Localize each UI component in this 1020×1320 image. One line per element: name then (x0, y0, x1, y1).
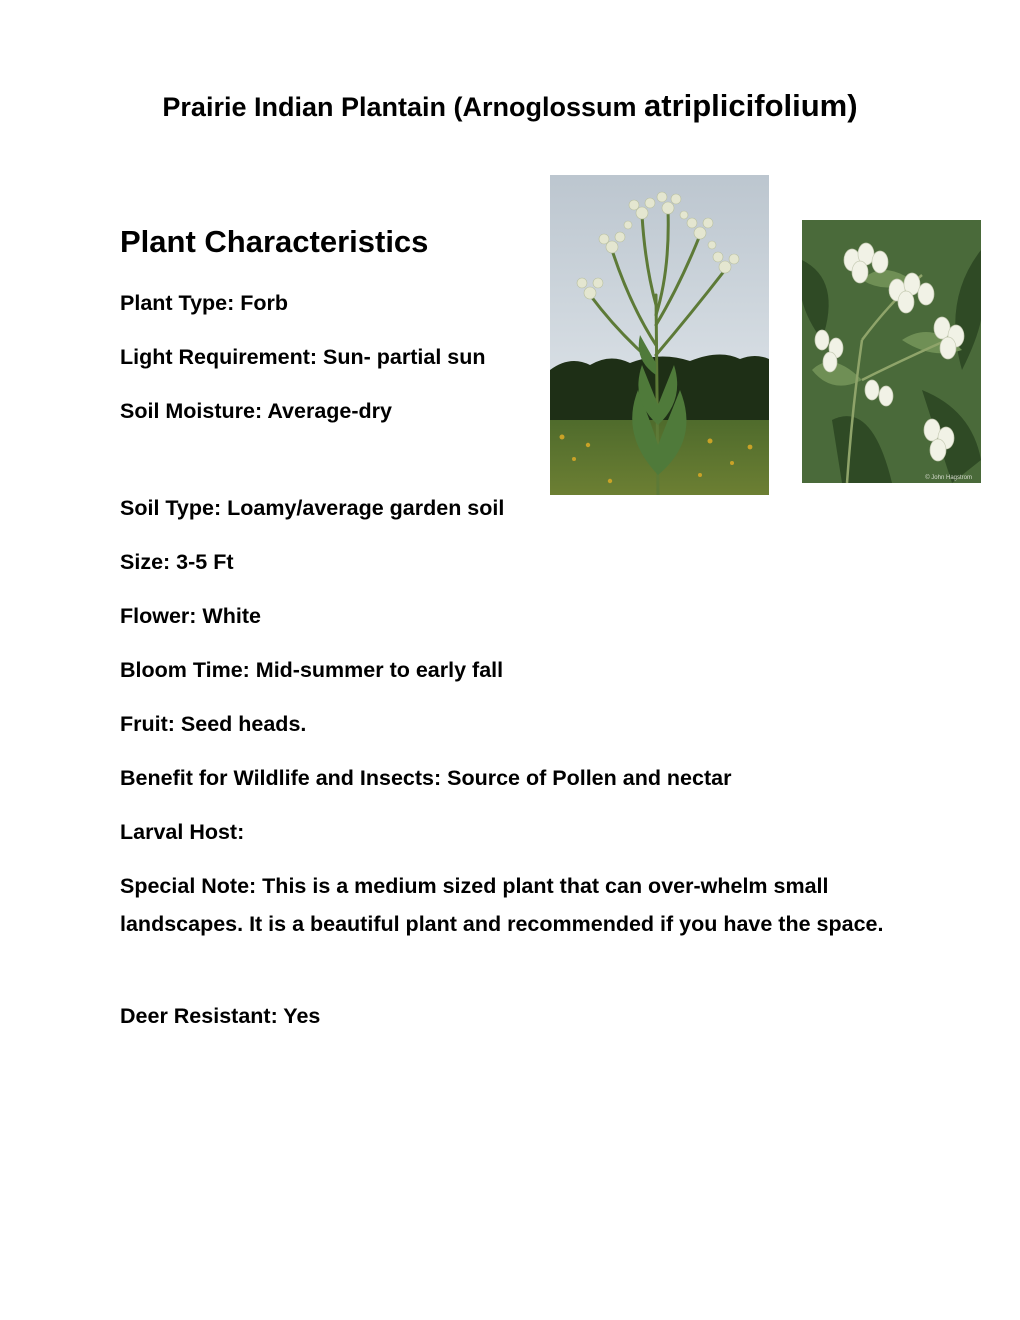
field-deer-resistant: Deer Resistant: Yes (120, 1004, 321, 1028)
field-larval-host: Larval Host: (120, 820, 245, 844)
field-flower: Flower: White (120, 604, 261, 628)
field-special-note: Special Note: This is a medium sized plant that can over-whelm small landscapes. It is a beautiful plant and recommended if you have the space. (120, 874, 884, 936)
field-size: Size: 3-5 Ft (120, 550, 234, 574)
field-light-requirement: Light Requirement: Sun- partial sun (120, 345, 486, 369)
flower-closeup-photo (802, 220, 981, 483)
field-bloom-time: Bloom Time: Mid-summer to early fall (120, 658, 504, 682)
photo-credit: © John Hagstrom (925, 475, 972, 481)
whole-plant-photo (550, 175, 769, 495)
field-soil-moisture: Soil Moisture: Average-dry (120, 399, 392, 423)
field-fruit: Fruit: Seed heads. (120, 712, 307, 736)
title-emphasis: atriplicifolium) (644, 88, 858, 123)
field-benefit: Benefit for Wildlife and Insects: Source of Pollen and nectar (120, 766, 732, 790)
title-prefix: Prairie Indian Plantain (Arnoglossum (162, 92, 644, 122)
section-heading: Plant Characteristics (120, 224, 429, 259)
page-title (0, 86, 1020, 127)
field-plant-type: Plant Type: Forb (120, 291, 289, 315)
field-soil-type: Soil Type: Loamy/average garden soil (120, 496, 505, 520)
